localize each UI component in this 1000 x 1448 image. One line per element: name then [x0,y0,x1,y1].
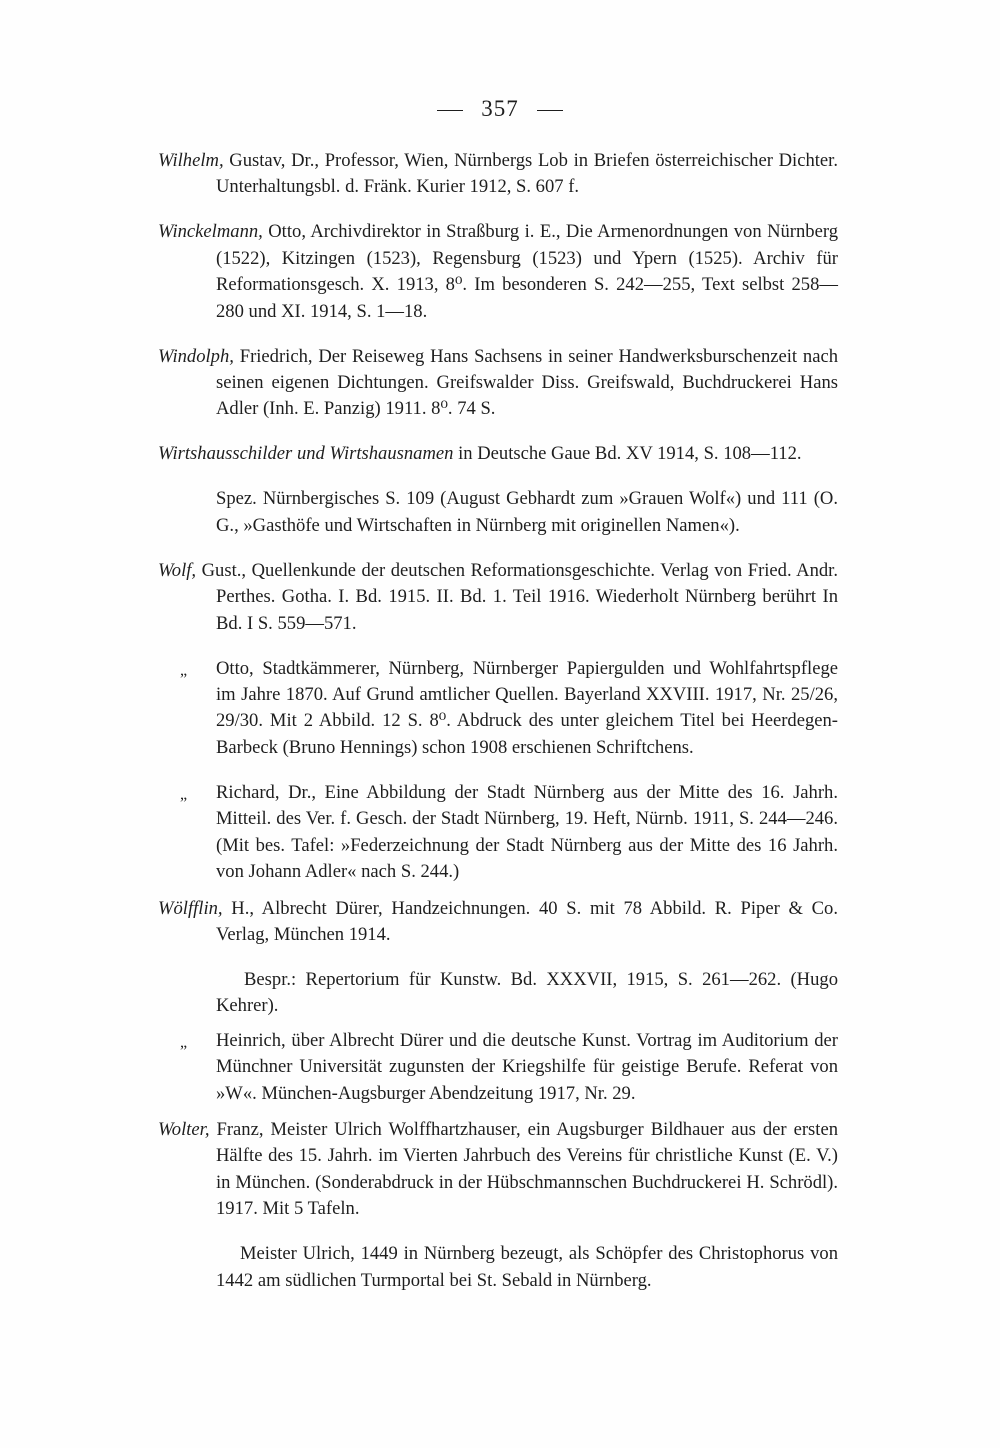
entry-text: Gust., Quellenkunde der deutschen Reformationsgeschichte. Verlag von Fried. Andr. Perthes. Gotha. I. Bd. 1915. II. Bd. 1. Teil 1916. Wiederholt Nürnberg berührt In Bd. I S. 559—571. [196,559,838,634]
entry-author: Wolter, [158,1118,210,1140]
entry-author: Windolph, [158,345,234,367]
ditto-mark: „ [180,1033,188,1051]
entry-author: Wolf, [158,559,197,581]
entry-wolf-otto [158,656,838,762]
entry-author: Wilhelm, [158,150,224,171]
entry-note: Spez. Nürnbergisches S. 109 (August Gebhardt zum »Grauen Wolf«) und 111 (O. G., »Gasthöfe und Wirtschaften in Nürnberg mit originellen Namen«). [216,488,838,536]
header-dash-left [437,110,463,111]
entry-text: Franz, Meister Ulrich Wolffhartzhauser, ein Augsburger Bildhauer aus der ersten Hälfte des 15. Jahrh. im Vierten Jahrbuch des Vereins für christliche Kunst (E. V.) in München. (Sonderabdruck in der Hübschmannschen Buchdruckerei H. Schrödl). 1917. Mit 5 Tafeln. [209,1118,838,1220]
page-header [0,96,1000,122]
entry-wilhelm [158,148,838,201]
entry-wolter [158,1117,838,1223]
entry-text: Otto, Stadtkämmerer, Nürnberg, Nürnberger Papiergulden und Wohlfahrtspflege im Jahre 1870. Auf Grund amtlicher Quellen. Bayerland XXVIII. 1917, Nr. 25/26, 29/30. Mit 2 Abbild. 12 S. 8⁰. Abdruck des unter gleichem Titel bei Heerdegen-Barbeck (Bruno Hennings) schon 1908 erschienen Schriftchens. [216,657,838,758]
ditto-mark: „ [180,661,188,679]
entry-text: in Deutsche Gaue Bd. XV 1914, S. 108—112. [453,443,802,465]
entry-text: Richard, Dr., Eine Abbildung der Stadt Nürnberg aus der Mitte des 16. Jahrh. Mitteil. des Ver. f. Gesch. der Stadt Nürnberg, 19. Heft, Nürnb. 1911, S. 244—246. (Mit bes. Tafel: »Federzeichnung der Stadt Nürnberg aus der Mitte des 16 Jahrh. von Johann Adler« nach S. 244.) [216,781,838,883]
entry-woelfflin-h [158,896,838,949]
entry-text: Otto, Archivdirektor in Straßburg i. E., Die Armenordnungen von Nürnberg (1522), Kitzingen (1523), Regensburg (1523) und Ypern (1525). Archiv für Reformationsgesch. X. 1913, 8⁰. Im besonderen S. 242—255, Text selbst 258—280 und XI. 1914, S. 1—18. [216,221,838,322]
bibliography-list [158,148,838,1296]
header-dash-right [537,110,563,111]
entry-wolf-richard [158,780,838,886]
entry-windolph [158,344,838,423]
entry-woelfflin-heinrich [158,1028,838,1107]
entry-text: Heinrich, über Albrecht Dürer und die deutsche Kunst. Vortrag im Auditorium der Münchner Universität zugunsten der Kriegshilfe für geistige Berufe. Referat von »W«. München-Augsburger Abendzeitung 1917, Nr. 29. [216,1029,838,1104]
entry-note: Bespr.: Repertorium für Kunstw. Bd. XXXVII, 1915, S. 261—262. (Hugo Kehrer). [216,968,838,1017]
entry-wolf-gust [158,558,838,637]
entry-author: Wölfflin, [158,897,223,919]
entry-winckelmann [158,219,838,325]
entry-text: Friedrich, Der Reiseweg Hans Sachsens in seiner Handwerksburschenzeit nach seinen eigenen Dichtungen. Greifswalder Diss. Greifswald, Buchdruckerei Hans Adler (Inh. E. Panzig) 1911. 8⁰. 74 S. [216,345,838,420]
entry-wirtshausschilder [158,441,838,467]
entry-text: H., Albrecht Dürer, Handzeichnungen. 40 S. mit 78 Abbild. R. Piper & Co. Verlag, München 1914. [216,897,838,945]
entry-note: Meister Ulrich, 1449 in Nürnberg bezeugt, als Schöpfer des Christophorus von 1442 am südlichen Turmportal bei St. Sebald in Nürnberg. [216,1243,838,1291]
entry-author: Winckelmann, [158,221,263,243]
entry-author: Wirtshausschilder und Wirtshausnamen [158,443,454,465]
page-number: 357 [481,96,519,121]
ditto-mark: „ [180,785,188,803]
entry-text: Gustav, Dr., Professor, Wien, Nürnbergs Lob in Briefen österreichischer Dichter. Unterhaltungsbl. d. Fränk. Kurier 1912, S. 607 f. [216,150,838,198]
